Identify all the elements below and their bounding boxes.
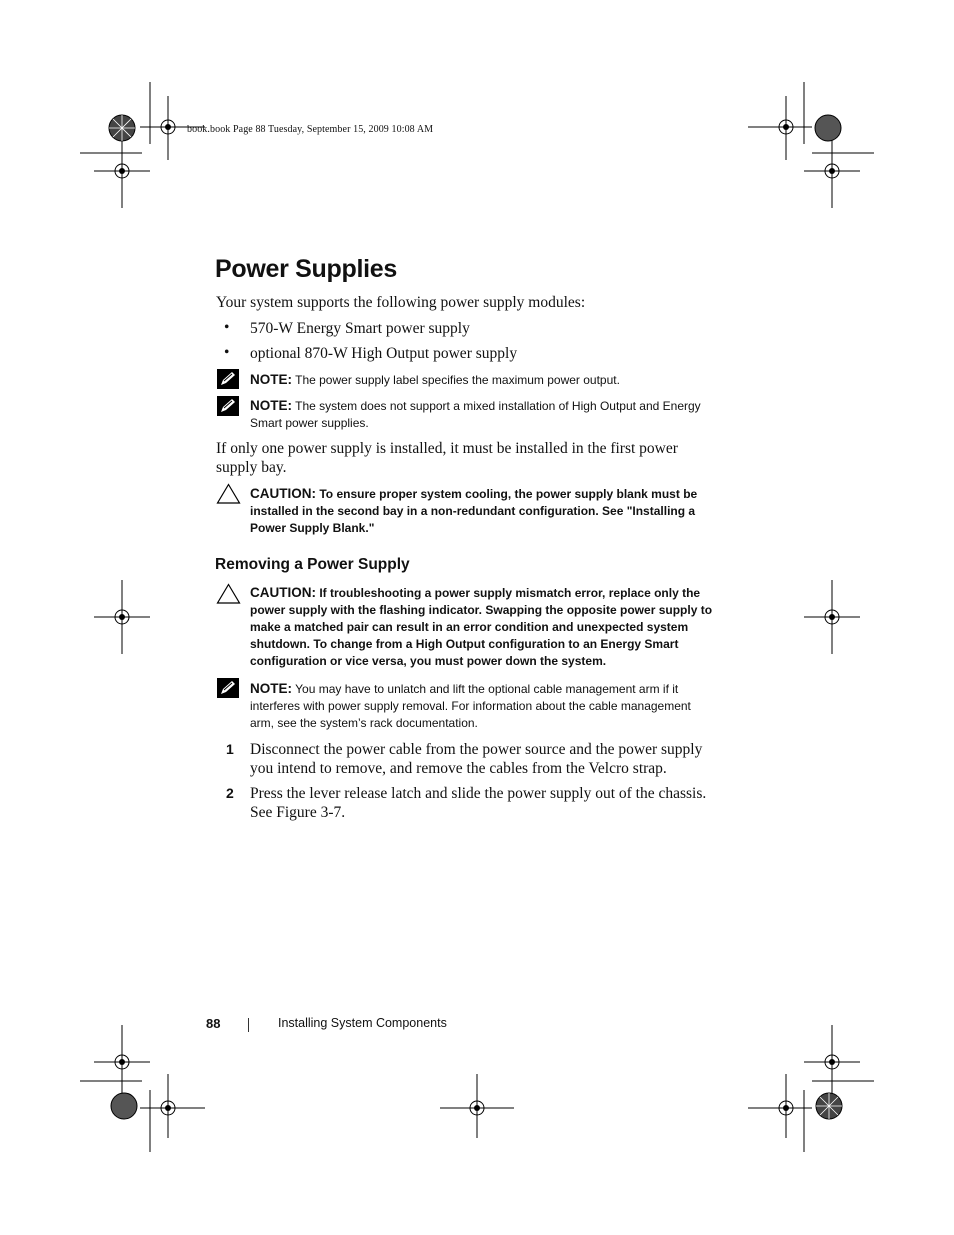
step-text: Press the lever release latch and slide the power supply out of the chassis. — [250, 785, 707, 802]
subsection-title: Removing a Power Supply — [215, 556, 410, 573]
caution-label: CAUTION: — [250, 585, 316, 600]
note-label: NOTE: — [250, 372, 292, 387]
note-3 — [250, 680, 691, 732]
footer-divider — [248, 1018, 249, 1032]
step-number: 1 — [226, 741, 234, 757]
caution-text: make a matched pair can result in an error condition and unexpected system — [250, 620, 689, 634]
step-1 — [250, 740, 702, 778]
note-text: You may have to unlatch and lift the optional cable management arm if it — [295, 682, 679, 696]
step-text: Disconnect the power cable from the power source and the power supply — [250, 741, 703, 758]
caution-triangle-icon — [216, 583, 241, 604]
caution-text: configuration or vice versa, you must power down the system. — [250, 654, 607, 668]
step-number: 2 — [226, 785, 234, 801]
caution-text: If troubleshooting a power supply mismatch error, replace only the — [319, 586, 701, 600]
bullet-item: 570-W Energy Smart power supply — [250, 320, 470, 337]
caution-text: installed in the second bay in a non-redundant configuration. See "Installing a — [250, 504, 696, 518]
intro-text: Your system supports the following power supply modules: — [216, 294, 586, 311]
page-title: Power Supplies — [215, 255, 397, 283]
step-text: See Figure 3-7. — [250, 804, 346, 821]
note-text: arm, see the system’s rack documentation. — [250, 716, 478, 730]
note-label: NOTE: — [250, 681, 292, 696]
note-text: The power supply label specifies the maximum power output. — [295, 373, 620, 387]
print-slug: book.book Page 88 Tuesday, September 15, 2009 10:08 AM — [187, 124, 434, 135]
paragraph — [216, 439, 678, 477]
note-pencil-icon — [217, 369, 239, 389]
footer-chapter: Installing System Components — [278, 1016, 447, 1030]
caution-text: Power Supply Blank." — [250, 521, 375, 535]
note-text: interferes with power supply removal. For information about the cable management — [250, 699, 691, 713]
caution-label: CAUTION: — [250, 486, 316, 501]
step-2 — [250, 784, 706, 822]
caution-text: To ensure proper system cooling, the power supply blank must be — [319, 487, 698, 501]
step-text: you intend to remove, and remove the cables from the Velcro strap. — [250, 760, 667, 777]
note-pencil-icon — [217, 678, 239, 698]
caution-text: power supply with the flashing indicator. Swapping the opposite power supply to — [250, 603, 713, 617]
caution-2 — [250, 584, 712, 670]
bullet-marker: • — [224, 344, 230, 361]
caution-1 — [250, 485, 697, 537]
caution-triangle-icon — [216, 483, 241, 504]
caution-text: shutdown. To change from a High Output configuration to an Energy Smart — [250, 637, 679, 651]
paragraph-line: supply bay. — [216, 459, 287, 476]
note-text: Smart power supplies. — [250, 416, 369, 430]
note-1 — [250, 371, 620, 389]
page-number: 88 — [206, 1016, 221, 1031]
note-text: The system does not support a mixed installation of High Output and Energy — [295, 399, 701, 413]
bullet-item: optional 870-W High Output power supply — [250, 345, 518, 362]
note-2 — [250, 397, 701, 432]
note-label: NOTE: — [250, 398, 292, 413]
paragraph-line: If only one power supply is installed, it must be installed in the first power — [216, 440, 678, 457]
note-pencil-icon — [217, 396, 239, 416]
bullet-marker: • — [224, 319, 230, 336]
